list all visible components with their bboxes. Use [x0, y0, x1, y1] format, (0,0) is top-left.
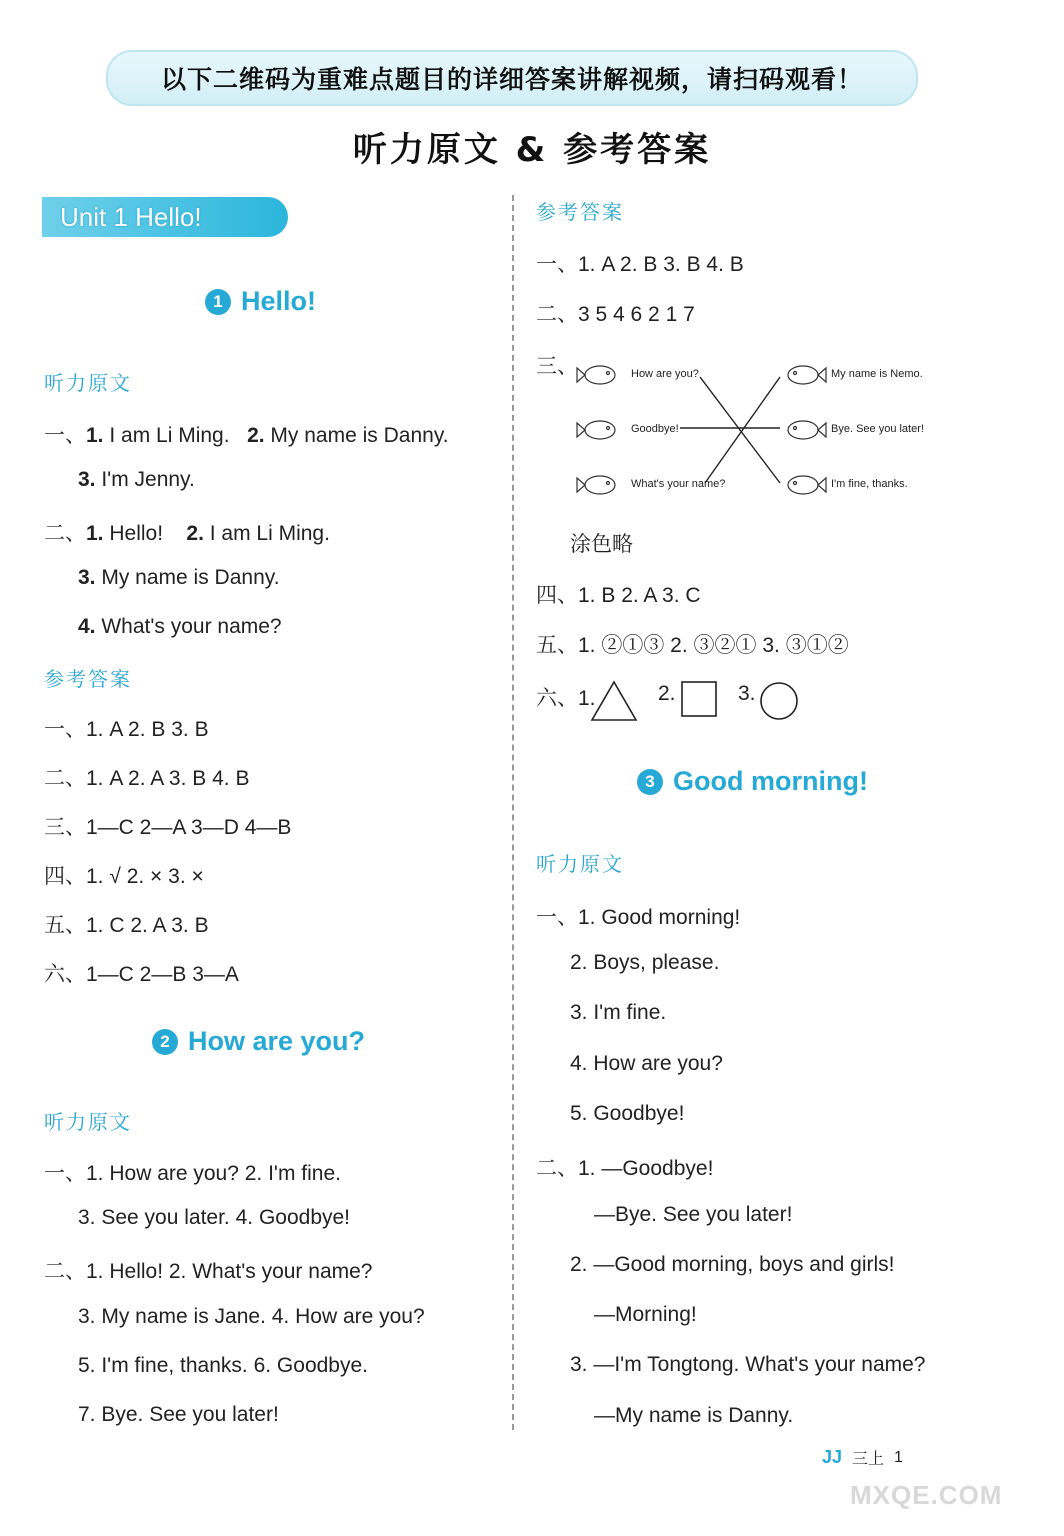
answer-line: 三、 [536, 355, 578, 378]
script-line: 二、1. Hello! 2. I am Li Ming. [44, 522, 330, 545]
series-mark: JJ [822, 1447, 843, 1467]
answer-line: 二、1. A 2. A 3. B 4. B [44, 767, 250, 790]
section-label: 参考答案 [44, 667, 132, 691]
script-line: —Morning! [594, 1303, 697, 1326]
lesson-2-heading [152, 1026, 365, 1057]
lesson-number-badge: 2 [152, 1029, 178, 1055]
column-divider [512, 195, 514, 1430]
section-label: 听力原文 [44, 371, 132, 395]
page-footer [822, 1446, 903, 1469]
script-line: 一、1. I am Li Ming. 2. My name is Danny. [44, 424, 449, 447]
page-number: 1 [894, 1448, 903, 1466]
lesson-3-heading [637, 766, 868, 797]
match-lines [680, 377, 780, 483]
lesson-title: How are you? [188, 1026, 366, 1056]
answer-line: 涂色略 [570, 533, 633, 556]
script-line: 2. —Good morning, boys and girls! [570, 1253, 895, 1276]
fish-icon [577, 366, 826, 494]
script-line: 5. I'm fine, thanks. 6. Goodbye. [78, 1354, 369, 1377]
answer-line: 六、1—C 2—B 3—A [44, 963, 239, 986]
watermark: MXQE.COM [850, 1480, 1003, 1510]
script-line: 3. —I'm Tongtong. What's your name? [570, 1353, 926, 1376]
answer-line: 六、1. [536, 687, 596, 710]
match-right-2: Bye. See you later! [831, 423, 924, 435]
lesson-1-heading [205, 286, 316, 317]
match-left-1: How are you? [631, 368, 699, 380]
top-banner [106, 50, 918, 106]
script-line: 3. See you later. 4. Goodbye! [78, 1206, 351, 1229]
section-label: 参考答案 [536, 200, 624, 224]
script-line: 7. Bye. See you later! [78, 1403, 279, 1426]
script-line: 一、1. Good morning! [536, 906, 741, 929]
answer-line: 四、1. B 2. A 3. C [536, 584, 701, 607]
square-icon [680, 680, 718, 718]
answer-line: 一、1. A 2. B 3. B 4. B [536, 253, 744, 276]
answer-line: 五、1. ②①③ 2. ③②① 3. ③①② [536, 634, 849, 657]
script-line: 二、1. —Goodbye! [536, 1157, 714, 1180]
grade-label: 三上 [852, 1451, 885, 1468]
answer-line: 二、3 5 4 6 2 1 7 [536, 303, 695, 326]
match-right-3: I'm fine, thanks. [831, 478, 908, 490]
match-right-1: My name is Nemo. [831, 368, 923, 380]
lesson-number-badge: 1 [205, 289, 231, 315]
unit-title: Unit 1 Hello! [60, 201, 202, 232]
script-line: 3. My name is Jane. 4. How are you? [78, 1305, 425, 1328]
script-line: 4. How are you? [570, 1052, 723, 1075]
script-line: 2. Boys, please. [570, 951, 720, 974]
lesson-title: Good morning! [673, 766, 868, 796]
script-line: 4. What's your name? [78, 615, 282, 638]
banner-text: 以下二维码为重难点题目的详细答案讲解视频，请扫码观看！ [160, 65, 863, 94]
match-left-2: Goodbye! [631, 423, 679, 435]
section-label: 听力原文 [536, 852, 624, 876]
answer-label: 2. [658, 682, 676, 705]
script-line: 一、1. How are you? 2. I'm fine. [44, 1162, 341, 1185]
lesson-number-badge: 3 [637, 769, 663, 795]
script-line: —My name is Danny. [594, 1404, 794, 1427]
triangle-icon [590, 680, 638, 722]
script-line: 3. I'm Jenny. [78, 468, 195, 491]
script-line: 3. I'm fine. [570, 1001, 667, 1024]
answer-line: 三、1—C 2—A 3—D 4—B [44, 816, 292, 839]
lesson-title: Hello! [241, 286, 317, 316]
answer-line: 一、1. A 2. B 3. B [44, 718, 209, 741]
script-line: —Bye. See you later! [594, 1203, 793, 1226]
script-line: 3. My name is Danny. [78, 566, 280, 589]
section-label: 听力原文 [44, 1110, 132, 1134]
page-title: 听力原文 & 参考答案 [352, 130, 712, 170]
answer-line: 四、1. √ 2. × 3. × [44, 865, 204, 888]
script-line: 二、1. Hello! 2. What's your name? [44, 1260, 373, 1283]
unit-tab [42, 197, 288, 237]
circle-icon [759, 681, 799, 721]
answer-label: 3. [738, 682, 756, 705]
answer-line: 五、1. C 2. A 3. B [44, 914, 209, 937]
script-line: 5. Goodbye! [570, 1102, 685, 1125]
match-left-3: What's your name? [631, 478, 726, 490]
